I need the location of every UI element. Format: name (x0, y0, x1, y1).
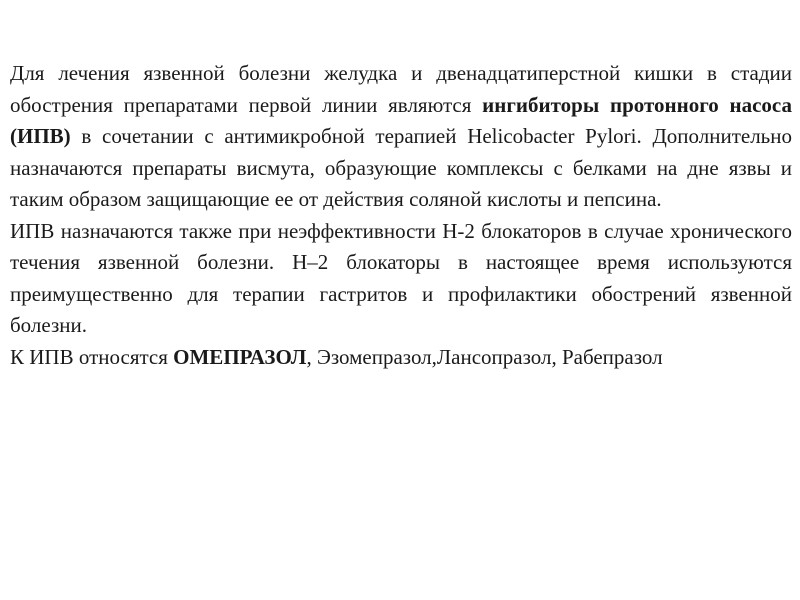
paragraph-treatment-bold-term: ингибиторы протонного насоса (ИПВ) (10, 92, 792, 148)
paragraph-ppi-list-text-2: , Эзомепразол,Лансопразол, Рабепразол (306, 344, 663, 369)
paragraph-treatment (10, 58, 792, 216)
slide-text-block (10, 58, 792, 373)
paragraph-ppi-list-text-1: К ИПВ относятся (10, 344, 174, 369)
paragraph-treatment-text-1: Для лечения язвенной болезни желудка и двенадцатиперстной кишки в стадии обострения препаратами первой линии являются (10, 61, 792, 117)
paragraph-treatment-text-2: в сочетании с антимикробной терапией Helicobacter Pylori. Дополнительно назначаются препараты висмута, образующие комплексы с белками на дне язвы и таким образом защищающие ее от действия соляной кислоты и пепсина. (10, 124, 792, 211)
paragraph-ppi-list-bold-drug: ОМЕПРАЗОЛ (173, 344, 307, 369)
paragraph-ppi-list (10, 342, 792, 374)
paragraph-h2-blockers-text: ИПВ назначаются также при неэффективности Н-2 блокаторов в случае хронического течения язвенной болезни. Н–2 блокаторы в настоящее время используются преимущественно для терапии гастритов и профилактики обострений язвенной болезни. (10, 218, 792, 337)
paragraph-h2-blockers (10, 216, 792, 342)
